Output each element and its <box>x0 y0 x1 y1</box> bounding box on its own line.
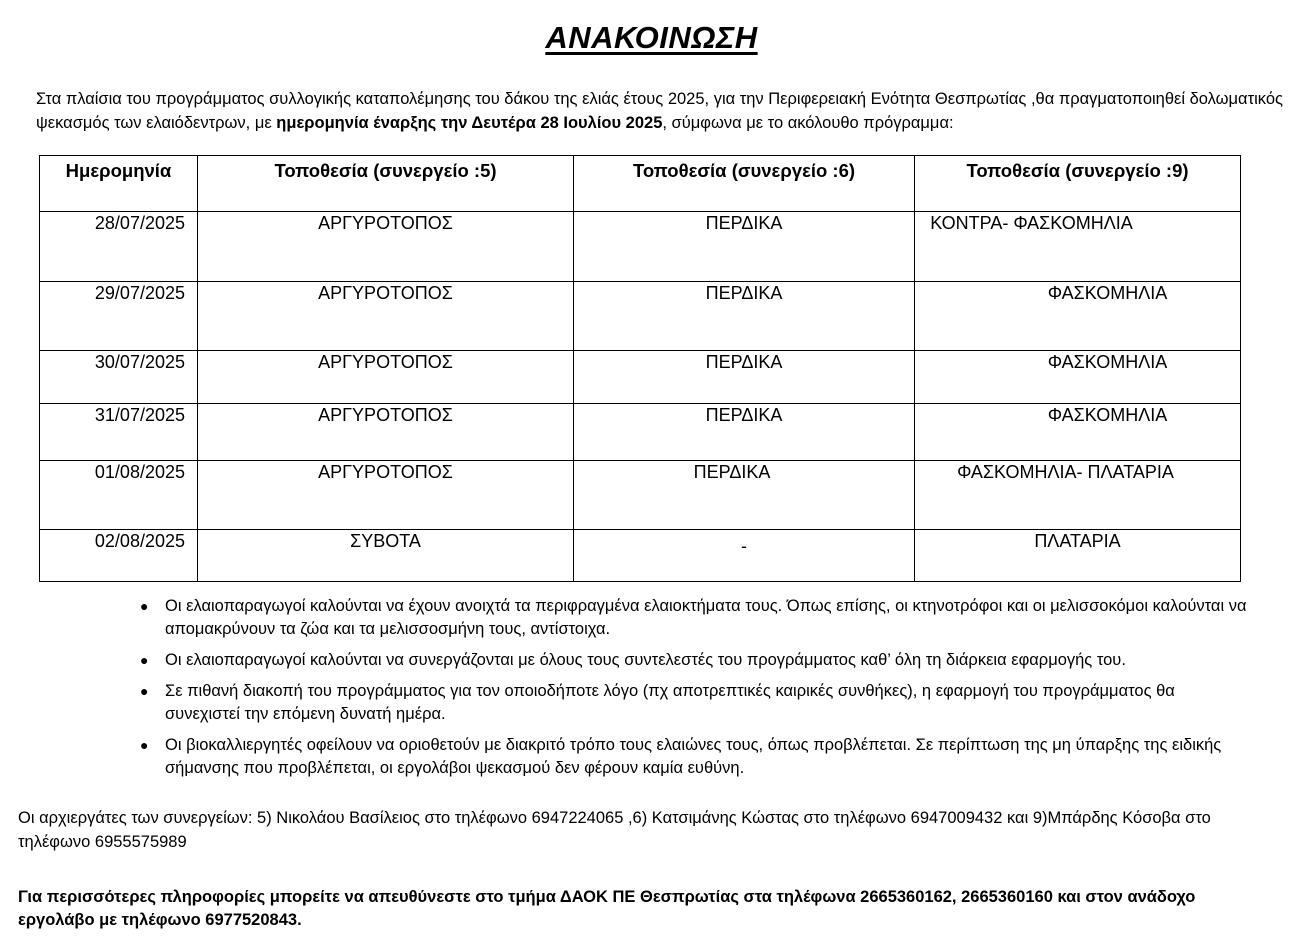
crew-leaders-contacts: Οι αρχιεργάτες των συνεργείων: 5) Νικολάου Βασίλειος στο τηλέφωνο 6947224065 ,6) Κατσιμάνης Κώστας στο τηλέφωνο 6947009432 και 9)Μπάρδης Κόσοβα στο τηλέφωνο 6955575989 <box>18 809 1211 851</box>
row-date: 29/07/2025 <box>40 282 198 351</box>
header-crew-5: Τοποθεσία (συνεργείο :5) <box>198 156 574 212</box>
notes-list <box>140 595 1250 788</box>
bullet-icon: ● <box>140 598 149 614</box>
table-header-row <box>40 156 1241 212</box>
note-text: Οι ελαιοπαραγωγοί καλούνται να συνεργάζονται με όλους τους συντελεστές του προγράμματος καθ’ όλη τη διάρκεια εφαρμογής του. <box>165 651 1126 669</box>
row-crew-6: ΠΕΡΔΙΚΑ <box>574 351 915 404</box>
header-date: Ημερομηνία <box>40 156 198 212</box>
row-crew-9 <box>915 404 1241 461</box>
row-crew-6: ΠΕΡΔΙΚΑ <box>574 404 915 461</box>
table-row <box>40 404 1241 461</box>
row-crew-9-text: ΦΑΣΚΟΜΗΛΙΑ <box>1047 352 1168 372</box>
row-crew-6 <box>574 461 915 530</box>
row-crew-9 <box>915 351 1241 404</box>
list-item <box>140 734 1250 780</box>
spraying-schedule-table <box>39 155 1241 582</box>
row-date: 30/07/2025 <box>40 351 198 404</box>
bullet-icon: ● <box>140 683 149 699</box>
header-crew-6: Τοποθεσία (συνεργείο :6) <box>574 156 915 212</box>
row-crew-6: ΠΕΡΔΙΚΑ <box>574 282 915 351</box>
row-crew-9 <box>915 461 1241 530</box>
row-crew-5: ΑΡΓΥΡΟΤΟΠΟΣ <box>198 351 574 404</box>
row-date: 28/07/2025 <box>40 212 198 282</box>
table-row <box>40 212 1241 282</box>
table-row <box>40 461 1241 530</box>
row-date: 31/07/2025 <box>40 404 198 461</box>
row-crew-9-text: ΦΑΣΚΟΜΗΛΙΑ- ΠΛΑΤΑΡΙΑ <box>957 462 1174 482</box>
row-crew-9 <box>915 212 1241 282</box>
note-text: Οι βιοκαλλιεργητές οφείλουν να οριοθετούν με διακριτό τρόπο τους ελαιώνες τους, όπως προβλέπεται. Σε περίπτωση της μη ύπαρξης της ειδικής σήμανσης που προβλέπεται, οι εργολάβοι ψεκασμού δεν φέρουν καμία ευθύνη. <box>165 736 1222 777</box>
intro-start-date: ημερομηνία έναρξης την Δευτέρα 28 Ιουλίου 2025 <box>276 114 663 132</box>
intro-paragraph <box>36 87 1286 135</box>
row-crew-5: ΑΡΓΥΡΟΤΟΠΟΣ <box>198 212 574 282</box>
row-crew-6: ΠΕΡΔΙΚΑ <box>574 212 915 282</box>
list-item <box>140 595 1250 641</box>
announcement-title: ΑΝΑΚΟΙΝΩΣΗ <box>545 20 758 55</box>
row-crew-9-text: ΦΑΣΚΟΜΗΛΙΑ <box>1047 283 1168 303</box>
row-crew-9-text: ΦΑΣΚΟΜΗΛΙΑ <box>1047 405 1168 425</box>
row-date: 02/08/2025 <box>40 530 198 582</box>
row-crew-5: ΑΡΓΥΡΟΤΟΠΟΣ <box>198 282 574 351</box>
row-crew-5: ΣΥΒΟΤΑ <box>198 530 574 582</box>
note-text: Σε πιθανή διακοπή του προγράμματος για τον οποιοδήποτε λόγο (πχ αποτρεπτικές καιρικές συνθήκες), η εφαρμογή του προγράμματος θα συνεχιστεί την επόμενη δυνατή ημέρα. <box>165 682 1175 723</box>
list-item <box>140 680 1250 726</box>
row-crew-9 <box>915 282 1241 351</box>
intro-text-1: Στα πλαίσια του προγράμματος συλλογικής καταπολέμησης του δάκου της ελιάς έτους 2025, για την Περιφερειακή Ενότητα Θεσπρωτίας ,θα πραγματοποιηθεί δολωματικός ψεκασμός των ελαιόδεντρων, με <box>36 90 1283 132</box>
table-row <box>40 530 1241 582</box>
intro-text-2: , σύμφωνα με το ακόλουθο πρόγραμμα: <box>662 114 954 132</box>
more-info-paragraph: Για περισσότερες πληροφορίες μπορείτε να απευθύνεστε στο τμήμα ΔΑΟΚ ΠΕ Θεσπρωτίας στα τηλέφωνα 2665360162, 2665360160 και στον ανάδοχο εργολάβο με τηλέφωνο 6977520843. <box>18 888 1196 929</box>
list-item <box>140 649 1250 672</box>
row-crew-9-text: ΚΟΝΤΡΑ- ΦΑΣΚΟΜΗΛΙΑ <box>930 213 1133 233</box>
header-crew-9: Τοποθεσία (συνεργείο :9) <box>915 156 1241 212</box>
row-crew-9: ΠΛΑΤΑΡΙΑ <box>915 530 1241 582</box>
row-date: 01/08/2025 <box>40 461 198 530</box>
row-crew-6: - <box>574 530 915 582</box>
bullet-icon: ● <box>140 737 149 753</box>
table-row <box>40 282 1241 351</box>
row-crew-5: ΑΡΓΥΡΟΤΟΠΟΣ <box>198 461 574 530</box>
note-text: Οι ελαιοπαραγωγοί καλούνται να έχουν ανοιχτά τα περιφραγμένα ελαιοκτήματα τους. Όπως επίσης, οι κτηνοτρόφοι και οι μελισσοκόμοι καλούνται να απομακρύνουν τα ζώα και τα μελισσοσμήνη τους, αντίστοιχα. <box>165 597 1247 638</box>
bullet-icon: ● <box>140 652 149 668</box>
row-crew-5: ΑΡΓΥΡΟΤΟΠΟΣ <box>198 404 574 461</box>
table-row <box>40 351 1241 404</box>
row-crew-6-text: ΠΕΡΔΙΚΑ <box>693 462 771 482</box>
